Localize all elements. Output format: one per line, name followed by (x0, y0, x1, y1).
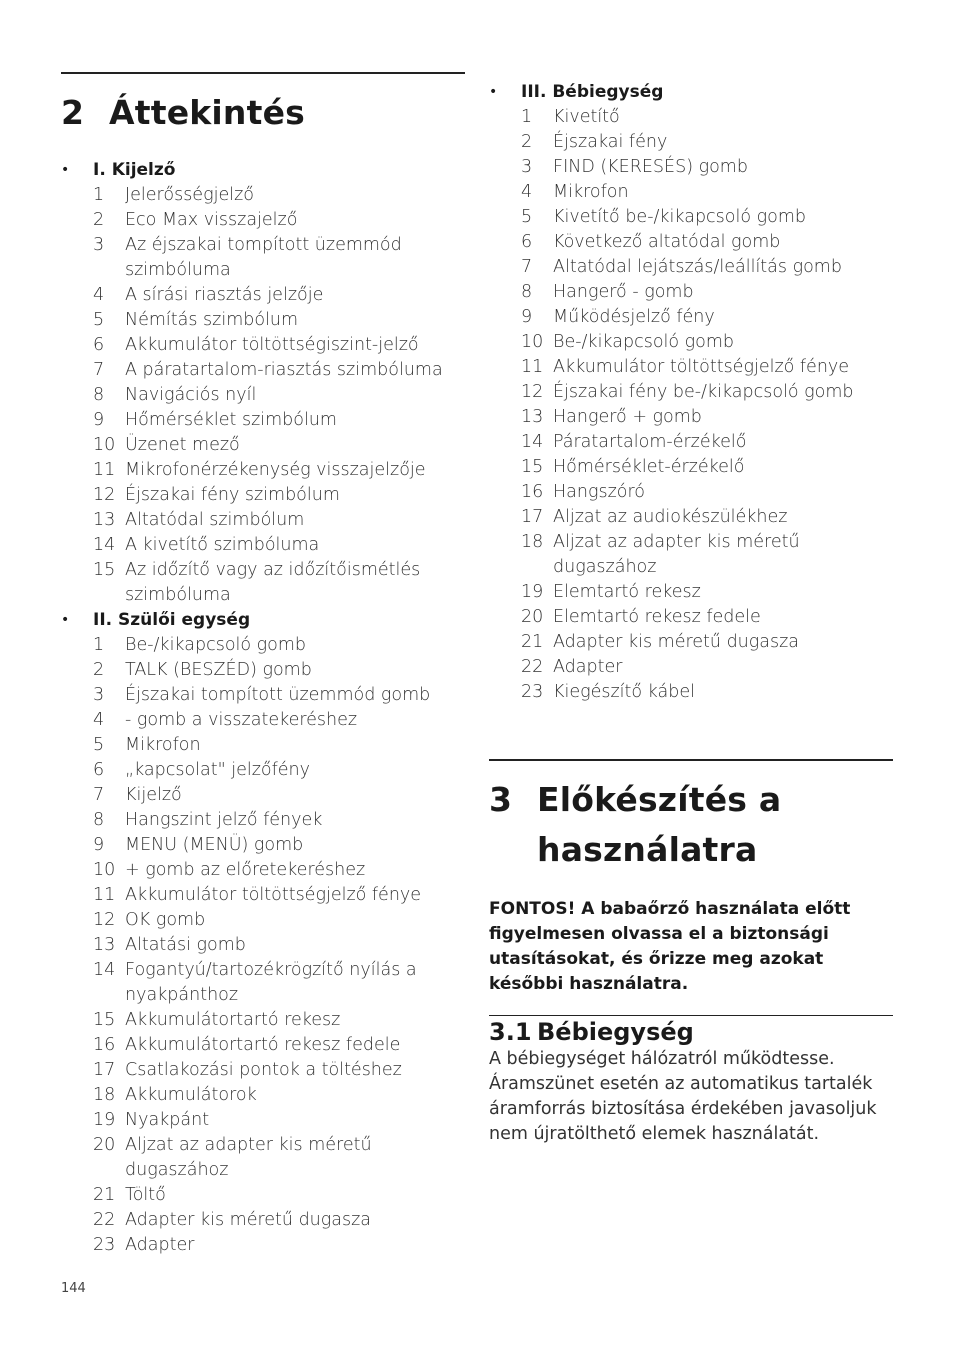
list-item (61, 858, 465, 883)
list-item-text: Mikrofon (125, 735, 201, 755)
list-item (489, 380, 893, 405)
list-item-text: Hőmérséklet szimbólum (125, 410, 337, 430)
list-item-text: FIND (KERESÉS) gomb (553, 157, 748, 177)
bullet-icon: • (61, 612, 70, 628)
list-item (61, 508, 465, 533)
list-item-number: 8 (93, 810, 105, 830)
list-item-number: 1 (93, 635, 105, 655)
list-item-text: Aljzat az adapter kis méretű dugaszához (553, 532, 800, 577)
list-item (489, 155, 893, 180)
section-rule (489, 759, 893, 761)
list-item (61, 1233, 465, 1258)
list-item (489, 505, 893, 530)
list-item-text: Töltő (125, 1185, 166, 1205)
list-item-number: 23 (521, 682, 544, 702)
list-item-number: 4 (93, 285, 105, 305)
list-item-text: Hangerő + gomb (553, 407, 702, 427)
section-title: Áttekintés (109, 93, 306, 132)
list-item (61, 683, 465, 708)
group-heading (61, 158, 465, 183)
list-item-text: Jelerősségjelző (125, 185, 254, 205)
left-column (61, 72, 465, 1258)
list-item (61, 533, 465, 558)
list-item-number: 18 (521, 532, 544, 552)
subsection-heading (489, 1017, 893, 1047)
list-item (61, 283, 465, 308)
list-item-text: Altatódal szimbólum (125, 510, 305, 530)
list-item-text: Nyakpánt (125, 1110, 210, 1130)
list-item-text: Éjszakai fény be-/kikapcsoló gomb (553, 382, 854, 402)
list-item-number: 19 (521, 582, 544, 602)
list-item-number: 5 (93, 735, 105, 755)
list-item (61, 458, 465, 483)
list-item-number: 1 (521, 107, 533, 127)
list-item (61, 1208, 465, 1233)
list-item-text: Üzenet mező (125, 435, 240, 455)
list-item-text: Éjszakai fény (553, 132, 668, 152)
list-item (61, 733, 465, 758)
list-item-text: Akkumulátor töltöttségjelző fénye (125, 885, 422, 905)
group-baby-unit (489, 80, 893, 705)
list-item-text: Némítás szimbólum (125, 310, 299, 330)
list-item (61, 308, 465, 333)
list-item (61, 1083, 465, 1108)
list-item (489, 255, 893, 280)
list-item-number: 3 (521, 157, 533, 177)
list-item-text: Páratartalom-érzékelő (553, 432, 747, 452)
list-item-number: 13 (521, 407, 544, 427)
list-item-number: 12 (93, 485, 116, 505)
list-item (61, 433, 465, 458)
list-item (61, 233, 465, 283)
list-item-text: Mikrofonérzékenység visszajelzője (125, 460, 426, 480)
list-item-text: A kivetítő szimbóluma (125, 535, 320, 555)
list-item-number: 4 (93, 710, 105, 730)
section-title-line: használatra (537, 830, 758, 869)
list-item-number: 15 (93, 1010, 116, 1030)
group-heading-text: III. Bébiegység (521, 82, 664, 102)
group-heading (61, 608, 465, 633)
list-item-number: 17 (93, 1060, 116, 1080)
list-item-text: Navigációs nyíl (125, 385, 257, 405)
list-item-text: Akkumulátortartó rekesz fedele (125, 1035, 401, 1055)
subsection-title: Bébiegység (537, 1018, 694, 1046)
list-item-number: 6 (521, 232, 533, 252)
list-item-number: 10 (93, 435, 116, 455)
list-item (61, 808, 465, 833)
list-item-text: Kiegészítő kábel (553, 682, 695, 702)
list-item-number: 14 (93, 960, 116, 980)
list-item-text: Eco Max visszajelző (125, 210, 298, 230)
list-item (61, 908, 465, 933)
list-item-number: 10 (93, 860, 116, 880)
list-item (61, 1033, 465, 1058)
list-item (489, 355, 893, 380)
list-item-number: 8 (93, 385, 105, 405)
list-item-text: Hangszint jelző fények (125, 810, 323, 830)
list-item (61, 383, 465, 408)
list-item (489, 530, 893, 580)
list-item-text: „kapcsolat" jelzőfény (125, 760, 310, 780)
list-item-number: 14 (93, 535, 116, 555)
list-item (61, 758, 465, 783)
section-2-heading (61, 88, 465, 138)
list-item-number: 20 (521, 607, 544, 627)
list-item (61, 408, 465, 433)
list-item-text: Aljzat az adapter kis méretű dugaszához (125, 1135, 372, 1180)
list-item-number: 12 (521, 382, 544, 402)
list-item (489, 305, 893, 330)
list-item-number: 19 (93, 1110, 116, 1130)
list-item (61, 1183, 465, 1208)
list-item-number: 11 (521, 357, 544, 377)
list-item (61, 708, 465, 733)
list-item (489, 330, 893, 355)
list-item-number: 7 (521, 257, 533, 277)
list-item-text: Kivetítő be-/kikapcsoló gomb (553, 207, 806, 227)
list-item (61, 183, 465, 208)
list-item-number: 3 (93, 685, 105, 705)
list-item-number: 23 (93, 1235, 116, 1255)
list-item-number: 18 (93, 1085, 116, 1105)
list-item-text: Az éjszakai tompított üzemmód szimbóluma (125, 235, 402, 280)
list-item (489, 605, 893, 630)
list-item-number: 21 (521, 632, 544, 652)
list-item-text: Következő altatódal gomb (553, 232, 781, 252)
list-item-number: 21 (93, 1185, 116, 1205)
group-heading-text: II. Szülői egység (93, 610, 251, 630)
list-item-number: 16 (93, 1035, 116, 1055)
list-item-number: 9 (93, 410, 105, 430)
list-item-text: TALK (BESZÉD) gomb (125, 660, 312, 680)
list-item (489, 480, 893, 505)
list-item (61, 1058, 465, 1083)
list-item-text: Adapter kis méretű dugasza (125, 1210, 372, 1230)
list-item-text: A sírási riasztás jelzője (125, 285, 324, 305)
section-title-line: Előkészítés a (537, 780, 782, 819)
list-item (61, 633, 465, 658)
group-display (61, 158, 465, 608)
list-item-number: 5 (521, 207, 533, 227)
list-item-text: Adapter (553, 657, 623, 677)
list-item-number: 13 (93, 935, 116, 955)
list-item-text: Csatlakozási pontok a töltéshez (125, 1060, 402, 1080)
list-item-text: Az időzítő vagy az időzítőismétlés szimbóluma (125, 560, 421, 605)
list-item-number: 9 (521, 307, 533, 327)
list-item-text: Elemtartó rekesz (553, 582, 701, 602)
list-item-text: Mikrofon (553, 182, 629, 202)
list-item (489, 205, 893, 230)
bullet-icon: • (489, 84, 498, 100)
list-item-number: 14 (521, 432, 544, 452)
list-item (489, 180, 893, 205)
list-item-text: Elemtartó rekesz fedele (553, 607, 761, 627)
list-item (61, 958, 465, 1008)
list-item-number: 6 (93, 760, 105, 780)
list-item-number: 11 (93, 885, 116, 905)
list-item-number: 15 (93, 560, 116, 580)
list-item (489, 280, 893, 305)
right-column (489, 80, 893, 1147)
list-item-number: 3 (93, 235, 105, 255)
list-item-number: 2 (93, 210, 105, 230)
list-item (489, 105, 893, 130)
bullet-icon: • (61, 162, 70, 178)
list-item-text: MENU (MENÜ) gomb (125, 835, 304, 855)
list-item-number: 13 (93, 510, 116, 530)
important-notice: FONTOS! A babaőrző használata előtt figyelmesen olvassa el a biztonsági utasításokat, és őrizze meg azokat későbbi használatra. (489, 899, 851, 994)
list-item-text: Fogantyú/tartozékrögzítő nyílás a nyakpánthoz (125, 960, 417, 1005)
list-item-number: 20 (93, 1135, 116, 1155)
list-item-text: Működésjelző fény (553, 307, 715, 327)
list-item (489, 430, 893, 455)
group-heading (489, 80, 893, 105)
list-item (489, 580, 893, 605)
list-item-number: 12 (93, 910, 116, 930)
section-3-heading (489, 775, 893, 875)
list-item (489, 230, 893, 255)
list-item-number: 11 (93, 460, 116, 480)
list-item-text: Altatódal lejátszás/leállítás gomb (553, 257, 842, 277)
list-item-text: Hangszóró (553, 482, 646, 502)
list-item (489, 405, 893, 430)
list-item-text: Kijelző (125, 785, 182, 805)
subsection-rule (489, 1015, 893, 1016)
section-title (537, 775, 781, 875)
list-item (61, 483, 465, 508)
list-item-text: OK gomb (125, 910, 206, 930)
section-number: 2 (61, 93, 85, 132)
list-item (61, 783, 465, 808)
list-item (61, 883, 465, 908)
list-item-number: 10 (521, 332, 544, 352)
list-item-text: Aljzat az audiokészülékhez (553, 507, 788, 527)
list-item-number: 7 (93, 785, 105, 805)
list-item-text: Adapter (125, 1235, 195, 1255)
group-heading-text: I. Kijelző (93, 160, 176, 180)
list-item-text: Adapter kis méretű dugasza (553, 632, 800, 652)
list-item-number: 2 (93, 660, 105, 680)
list-item-text: Akkumulátor töltöttségjelző fénye (553, 357, 850, 377)
list-item-number: 17 (521, 507, 544, 527)
list-item-text: + gomb az előretekeréshez (125, 860, 366, 880)
list-item-text: - gomb a visszatekeréshez (125, 710, 358, 730)
list-item-text: Kivetítő (553, 107, 620, 127)
subsection-number: 3.1 (489, 1018, 532, 1046)
list-item-number: 16 (521, 482, 544, 502)
list-item-number: 1 (93, 185, 105, 205)
list-item-text: Éjszakai fény szimbólum (125, 485, 340, 505)
list-item (61, 1108, 465, 1133)
page-number: 144 (61, 1281, 86, 1296)
list-item (61, 208, 465, 233)
list-item-text: Be-/kikapcsoló gomb (553, 332, 735, 352)
subsection-text: A bébiegységet hálózatról működtesse. Áramszünet esetén az automatikus tartalék áramforrás biztosítása érdekében javasoljuk nem újratölthető elemek használatát. (489, 1049, 877, 1144)
list-item-number: 6 (93, 335, 105, 355)
list-item-number: 5 (93, 310, 105, 330)
list-item-text: A páratartalom-riasztás szimbóluma (125, 360, 443, 380)
section-rule (61, 72, 465, 74)
section-number: 3 (489, 780, 513, 819)
list-item-number: 2 (521, 132, 533, 152)
list-item-text: Be-/kikapcsoló gomb (125, 635, 307, 655)
list-item-text: Altatási gomb (125, 935, 246, 955)
list-item-number: 22 (93, 1210, 116, 1230)
list-item-text: Éjszakai tompított üzemmód gomb (125, 685, 431, 705)
list-item-text: Akkumulátorok (125, 1085, 257, 1105)
list-item (61, 933, 465, 958)
list-item (61, 358, 465, 383)
list-item-number: 9 (93, 835, 105, 855)
list-item (61, 333, 465, 358)
list-item-number: 7 (93, 360, 105, 380)
list-item-text: Akkumulátor töltöttségiszint-jelző (125, 335, 419, 355)
group-parent-unit (61, 608, 465, 1258)
list-item-number: 15 (521, 457, 544, 477)
list-item (61, 1008, 465, 1033)
list-item (489, 455, 893, 480)
list-item-number: 4 (521, 182, 533, 202)
list-item (489, 680, 893, 705)
list-item (61, 658, 465, 683)
list-item-number: 8 (521, 282, 533, 302)
list-item (489, 630, 893, 655)
list-item (489, 655, 893, 680)
list-item (61, 1133, 465, 1183)
list-item-number: 22 (521, 657, 544, 677)
list-item (61, 558, 465, 608)
list-item-text: Hőmérséklet-érzékelő (553, 457, 745, 477)
list-item-text: Hangerő - gomb (553, 282, 694, 302)
list-item-text: Akkumulátortartó rekesz (125, 1010, 341, 1030)
list-item (489, 130, 893, 155)
list-item (61, 833, 465, 858)
